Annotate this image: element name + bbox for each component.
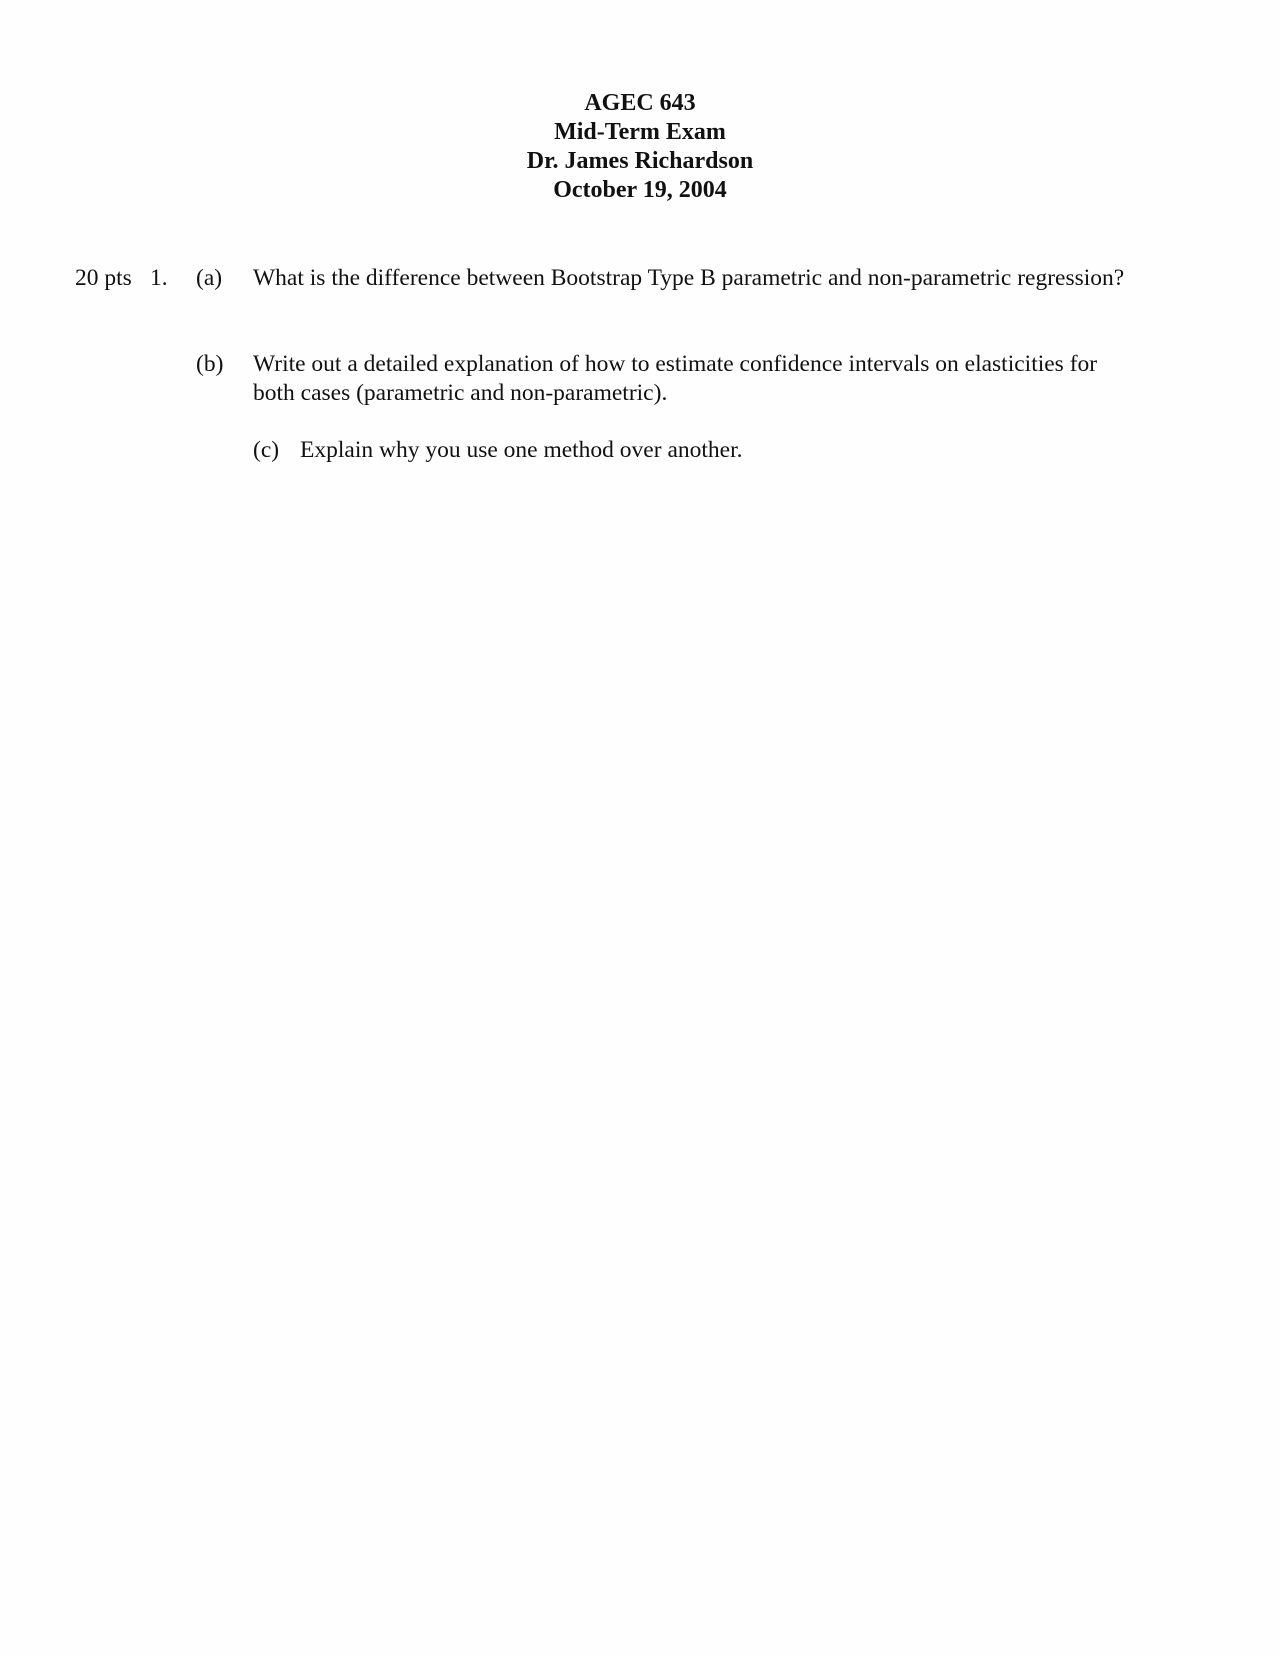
part-a-text: What is the difference between Bootstrap Type B parametric and non-parametric regression? xyxy=(253,265,1125,291)
question-number: 1. xyxy=(150,265,168,291)
part-b-label: (b) xyxy=(196,351,224,377)
question-points: 20 pts xyxy=(75,265,132,291)
course-title: AGEC 643 xyxy=(584,90,696,116)
exam-title: Mid-Term Exam xyxy=(554,119,726,145)
part-a-label: (a) xyxy=(196,265,223,291)
part-c-text: Explain why you use one method over another. xyxy=(300,437,743,463)
instructor-name: Dr. James Richardson xyxy=(526,148,754,174)
part-c-label: (c) xyxy=(253,437,280,463)
exam-date: October 19, 2004 xyxy=(553,177,727,203)
exam-header xyxy=(0,89,1280,205)
part-b-text: Write out a detailed explanation of how to estimate confidence intervals on elasticities for both cases (parametric and non-parametric). xyxy=(253,351,1098,406)
